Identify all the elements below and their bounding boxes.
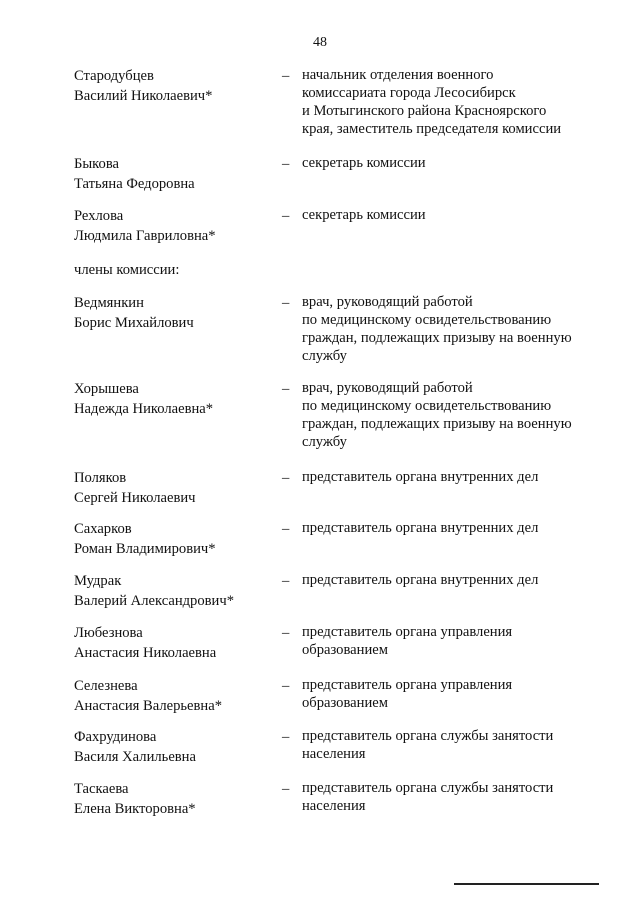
role-line: представитель органа службы занятости	[302, 780, 554, 796]
person-surname: Быкова	[74, 156, 120, 172]
dash-separator: –	[282, 729, 290, 745]
person-name	[74, 293, 274, 333]
person-name	[74, 468, 274, 508]
person-role	[302, 66, 602, 138]
role-line: службу	[302, 348, 347, 364]
role-line: населения	[302, 798, 366, 814]
role-line: и Мотыгинского района Красноярского	[302, 103, 547, 119]
person-role	[302, 779, 602, 815]
dash-separator: –	[282, 678, 290, 694]
person-surname: Любезнова	[74, 625, 143, 641]
dash-separator: –	[282, 521, 290, 537]
person-role	[302, 154, 602, 172]
person-surname: Стародубцев	[74, 68, 154, 84]
person-surname: Таскаева	[74, 781, 129, 797]
dash-separator: –	[282, 68, 290, 84]
person-surname: Рехлова	[74, 208, 124, 224]
role-line: населения	[302, 746, 366, 762]
person-role	[302, 293, 602, 365]
dash-separator: –	[282, 381, 290, 397]
role-line: представитель органа управления	[302, 677, 513, 693]
person-name	[74, 519, 274, 559]
person-name	[74, 571, 274, 611]
person-role	[302, 623, 602, 659]
person-given-names: Сергей Николаевич	[74, 490, 196, 506]
person-name	[74, 727, 274, 767]
role-line: секретарь комиссии	[302, 155, 426, 171]
person-given-names: Надежда Николаевна*	[74, 401, 214, 417]
person-given-names: Борис Михайлович	[74, 315, 194, 331]
dash-separator: –	[282, 156, 290, 172]
role-line: образованием	[302, 642, 388, 658]
person-role	[302, 571, 602, 589]
role-line: по медицинскому освидетельствованию	[302, 398, 552, 414]
person-role	[302, 468, 602, 486]
person-name	[74, 779, 274, 819]
person-surname: Селезнева	[74, 678, 138, 694]
person-surname: Сахарков	[74, 521, 132, 537]
role-line: образованием	[302, 695, 388, 711]
person-given-names: Анастасия Николаевна	[74, 645, 217, 661]
person-role	[302, 379, 602, 451]
person-role	[302, 676, 602, 712]
role-line: по медицинскому освидетельствованию	[302, 312, 552, 328]
role-line: комиссариата города Лесосибирск	[302, 85, 516, 101]
person-name	[74, 154, 274, 194]
members-label: члены комиссии:	[74, 262, 180, 278]
person-given-names: Василий Николаевич*	[74, 88, 213, 104]
role-line: граждан, подлежащих призыву на военную	[302, 330, 572, 346]
person-surname: Фахрудинова	[74, 729, 157, 745]
dash-separator: –	[282, 295, 290, 311]
role-line: врач, руководящий работой	[302, 380, 473, 396]
person-given-names: Роман Владимирович*	[74, 541, 216, 557]
person-surname: Поляков	[74, 470, 127, 486]
dash-separator: –	[282, 470, 290, 486]
person-given-names: Татьяна Федоровна	[74, 176, 195, 192]
dash-separator: –	[282, 208, 290, 224]
role-line: представитель органа управления	[302, 624, 513, 640]
footer-rule	[454, 883, 599, 885]
person-role	[302, 519, 602, 537]
role-line: представитель органа внутренних дел	[302, 469, 539, 485]
person-name	[74, 66, 274, 106]
person-given-names: Елена Викторовна*	[74, 801, 196, 817]
person-given-names: Людмила Гавриловна*	[74, 228, 216, 244]
person-surname: Мудрак	[74, 573, 122, 589]
role-line: начальник отделения военного	[302, 67, 494, 83]
person-role	[302, 206, 602, 224]
role-line: представитель органа службы занятости	[302, 728, 554, 744]
person-name	[74, 676, 274, 716]
role-line: края, заместитель председателя комиссии	[302, 121, 562, 137]
person-given-names: Василя Халильевна	[74, 749, 196, 765]
role-line: представитель органа внутренних дел	[302, 520, 539, 536]
person-surname: Хорышева	[74, 381, 139, 397]
person-given-names: Анастасия Валерьевна*	[74, 698, 222, 714]
role-line: представитель органа внутренних дел	[302, 572, 539, 588]
person-given-names: Валерий Александрович*	[74, 593, 234, 609]
dash-separator: –	[282, 781, 290, 797]
person-name	[74, 206, 274, 246]
dash-separator: –	[282, 573, 290, 589]
role-line: секретарь комиссии	[302, 207, 426, 223]
role-line: службу	[302, 434, 347, 450]
person-surname: Ведмянкин	[74, 295, 144, 311]
person-name	[74, 623, 274, 663]
role-line: граждан, подлежащих призыву на военную	[302, 416, 572, 432]
role-line: врач, руководящий работой	[302, 294, 473, 310]
person-name	[74, 379, 274, 419]
person-role	[302, 727, 602, 763]
dash-separator: –	[282, 625, 290, 641]
page-number: 48	[313, 35, 327, 50]
